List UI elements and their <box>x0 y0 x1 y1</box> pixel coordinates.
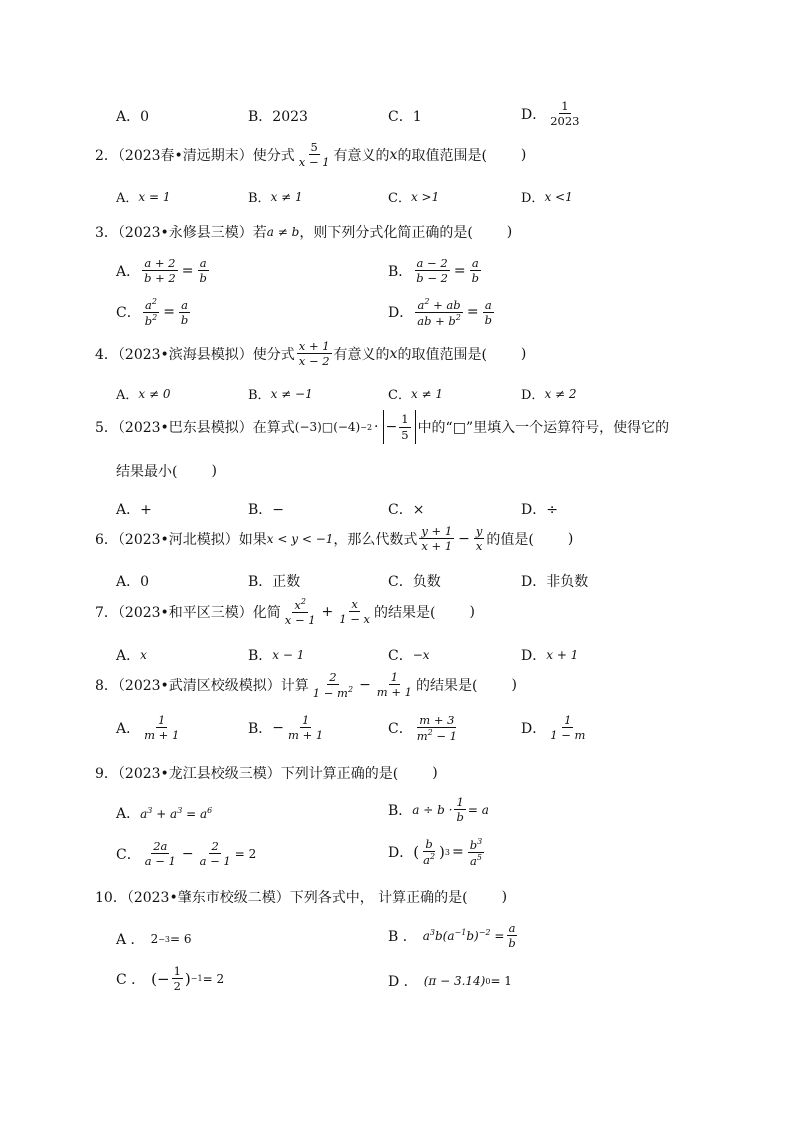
q2-stem: 2．（2023春•清远期末）使分式 5 x − 1 有意义的 x 的取值范围是( ) <box>95 140 527 170</box>
q9-option-c[interactable]: C． 2a a − 1 − $\frac{2}{a - 1}$ = 2 <box>116 839 257 869</box>
q2-option-a[interactable]: A． x = 1 <box>116 189 171 206</box>
q2-option-c[interactable]: C． x >1 <box>388 189 440 206</box>
q5-option-c[interactable]: C．× <box>388 502 425 518</box>
q2-option-d[interactable]: D． x <1 <box>521 189 573 206</box>
q8-option-c[interactable]: C． m + 3 $m^2 - 1$ <box>388 713 457 743</box>
q3-option-a[interactable]: A． $\frac{a + 2}{b + 2}$ = $\frac{a}{b}$ <box>116 256 207 286</box>
q7-option-d[interactable]: D． x + 1 <box>521 648 579 664</box>
option-text: A．0 <box>116 109 150 125</box>
q6-stem: 6．（2023•河北模拟）如果 x < y < −1 ，那么代数式 y + 1 x + 1 − $\frac{y}{x}$ 的值是( ) <box>95 524 574 554</box>
q5-option-b[interactable]: B．− <box>248 502 285 518</box>
q3-option-d[interactable]: D． $\frac{a^2 + ab}{ab + b^2}$ = $\frac{a}{b}$ <box>388 297 492 328</box>
fraction: 1 2023 <box>550 99 580 129</box>
q5-stem-line2: 结果最小( ) <box>116 463 217 480</box>
q10-option-a[interactable]: A ． 2 −3 = 6 <box>116 932 192 948</box>
q4-option-d[interactable]: D． x ≠ 2 <box>521 386 577 403</box>
option-text: C．1 <box>388 109 422 125</box>
q5-stem: 5．（2023•巴东县模拟）在算式 (−3)□(−4) −2 · − $\frac{1}{5}$ 中的“□”里填入一个运算符号，使得它的 <box>95 410 669 444</box>
q10-option-c[interactable]: C ． (− $\frac{1}{2}$ ) −1 = 2 <box>116 964 225 994</box>
q4-option-c[interactable]: C． x ≠ 1 <box>388 386 444 403</box>
q8-option-d[interactable]: D． 1 1 − m <box>521 713 586 743</box>
q9-option-d[interactable]: D． ( b $a^2$ ) 3 = $\frac{b^3}{a^5}$ <box>388 837 483 868</box>
q9-stem: 9．（2023•龙江县校级三模）下列计算正确的是( ) <box>95 765 438 782</box>
q5-option-d[interactable]: D．÷ <box>521 502 558 518</box>
q9-option-a[interactable]: A． $a^3 + a^3 = a^6$ <box>116 805 213 822</box>
q7-option-b[interactable]: B． x − 1 <box>248 648 305 664</box>
q10-stem: 10．（2023•肇东市校级二模）下列各式中， 计算正确的是( ) <box>95 889 508 906</box>
q1-option-b[interactable] <box>248 106 308 126</box>
option-text: B．2023 <box>248 109 308 125</box>
q1-option-d[interactable] <box>521 100 584 127</box>
option-label: D． <box>521 106 547 123</box>
q7-stem: 7．（2023•和平区三模）化简 $x^2$ x − 1 + $\frac{x}{1 - x}$ 的结果是( ) <box>95 597 475 627</box>
q5-option-a[interactable]: A．+ <box>116 502 152 518</box>
q8-option-b[interactable]: B． − $\frac{1}{m + 1}$ <box>248 713 324 743</box>
q4-option-a[interactable]: A． x ≠ 0 <box>116 386 171 403</box>
q4-stem: 4．（2023•滨海县模拟）使分式 x + 1 x − 2 有意义的 x 的取值范围是( ) <box>95 339 527 369</box>
q7-option-a[interactable]: A． x <box>116 648 147 664</box>
q4-option-b[interactable]: B． x ≠ −1 <box>248 386 313 403</box>
q9-option-b[interactable]: B． a ÷ b · $\frac{1}{b}$ = a <box>388 795 489 825</box>
q3-option-b[interactable]: B． $\frac{a - 2}{b - 2}$ = $\frac{a}{b}$ <box>388 256 480 286</box>
q8-option-a[interactable]: A． 1 m + 1 <box>116 713 180 743</box>
q10-option-d[interactable]: D ． (π − 3.14) 0 = 1 <box>388 974 512 990</box>
q3-option-c[interactable]: C． $\frac{a^2}{b^2}$ = $\frac{a}{b}$ <box>116 297 189 328</box>
q8-stem: 8．（2023•武清区校级模拟）计算 2 $1 - m^2$ − $\frac{1}{m + 1}$ 的结果是( ) <box>95 670 517 700</box>
q3-stem: 3．（2023•永修县三模）若 a ≠ b ，则下列分式化简正确的是( ) <box>95 224 513 241</box>
q6-option-a[interactable]: A．0 <box>116 574 150 590</box>
q1-option-a[interactable] <box>116 106 149 126</box>
q7-option-c[interactable]: C． −x <box>388 648 430 664</box>
q6-option-b[interactable]: B．正数 <box>248 574 301 590</box>
q2-option-b[interactable]: B． x ≠ 1 <box>248 189 303 206</box>
q1-option-c[interactable] <box>388 106 422 126</box>
q6-option-d[interactable]: D．非负数 <box>521 574 589 590</box>
q6-option-c[interactable]: C．负数 <box>388 574 441 590</box>
q10-option-b[interactable]: B ． $a^3b(a^{-1}b)^{-2}$ = $\frac{a}{b}$ <box>388 921 516 951</box>
absolute-value: − $\frac{1}{5}$ <box>383 410 416 444</box>
